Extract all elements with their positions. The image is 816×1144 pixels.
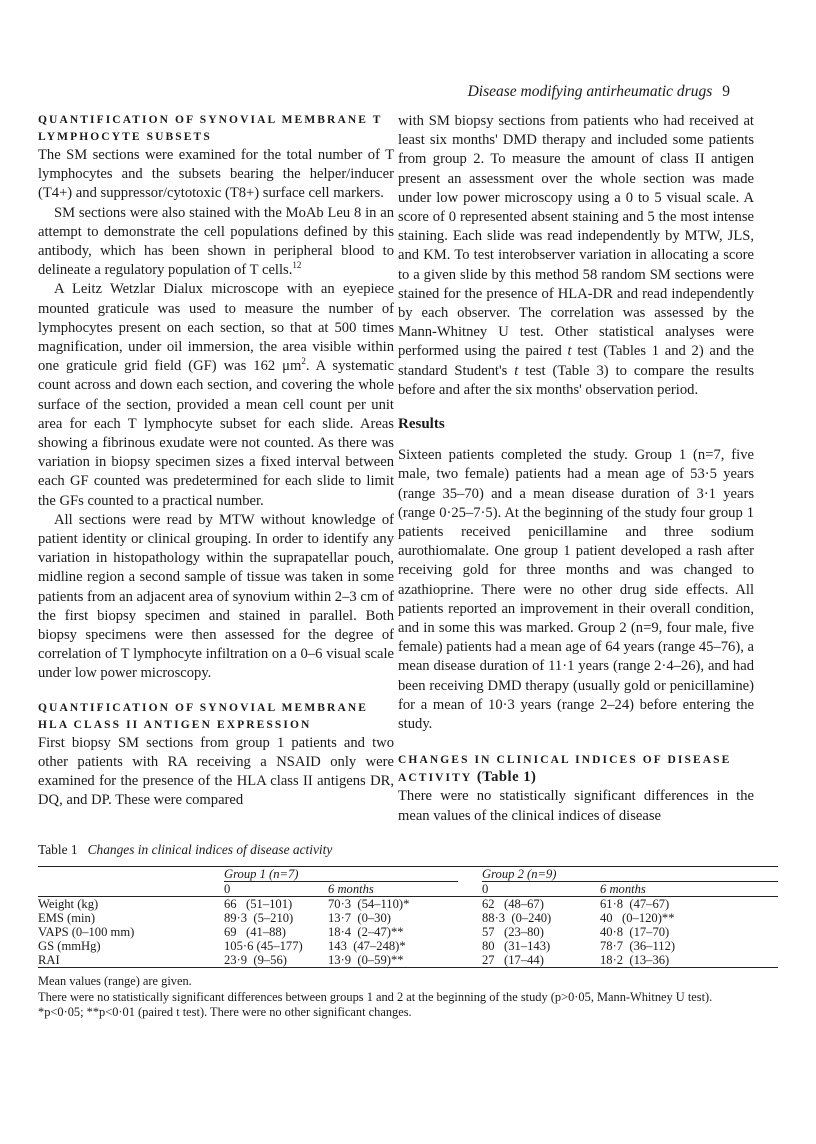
section-heading-hla-class-ii: QUANTIFICATION OF SYNOVIAL MEMBRANE HLA CLASS II ANTIGEN EXPRESSION <box>38 701 369 731</box>
table-cell <box>38 867 224 881</box>
table-row <box>38 939 778 953</box>
table-sub-header-row <box>38 882 778 896</box>
table-notes <box>38 974 778 1021</box>
cell-g1-6: 13·9 (0–59)** <box>328 953 404 967</box>
paragraph-text: test (Table 3) to compare the results before and after the six months' observation period. <box>398 362 754 398</box>
cell-g1-0: 69 (41–88) <box>224 925 286 939</box>
table-1-data <box>38 867 778 967</box>
paragraph: Sixteen patients completed the study. Group 1 (n=7, five male, two female) patients had a mean age of 53·5 years (range 35–70) and a mean disease duration of 3·1 years (range 0·25–7·5). At the beginning of the study four group 1 patients received penicillamine and three sodium aurothiomalate. One group 1 patient developed a rash after receiving gold for three months and was changed to azathioprine. There were no other drug side effects. All patients reported an improvement in their overall condition, and in some this was marked. Group 2 (n=9, four male, five female) patients had a mean age of 64 years (range 45–76), a mean disease duration of 11·1 years (range 2·4–26), and had been receiving DMD therapy (usually gold or penicillamine) for a mean of 10·3 years (range 2–24) before entering the study. <box>398 447 754 733</box>
cell-g2-0: 62 (48–67) <box>482 897 544 911</box>
paragraph-text: . A systematic count across and down each section, and covering the whole surface of the section, provided a mean cell count per unit area for each T lymphocyte subset for each slide. Areas showing a fibrinous exudate were not counted. As there was variation in biopsy specimen sizes a fixed interval between each GF counted was predetermined for each slide to limit the GFs counted to a practical number. <box>38 358 394 509</box>
cell-g2-6: 18·2 (13–36) <box>600 953 670 967</box>
cell-g1-0: 89·3 (5–210) <box>224 911 294 925</box>
reference-superscript: 12 <box>292 260 302 271</box>
paragraph: All sections were read by MTW without knowledge of patient identity or clinical grouping. In order to identify any variation in histopathology within the suprapatellar pouch, midline region a second sample of tissue was taken in some patients from an adjacent area of synovium within 2–3 cm of the first biopsy specimen and stained in parallel. Both biopsy specimens were then assessed for the degree of correlation of T lymphocyte infiltration on a 0–6 visual scale under low power microscopy. <box>38 511 394 682</box>
table-note: Mean values (range) are given. <box>38 974 192 988</box>
g2-6months-header: 6 months <box>600 882 646 896</box>
group-1-header: Group 1 (n=7) <box>224 867 299 881</box>
paragraph: First biopsy SM sections from group 1 patients and two other patients with RA receiving a NSAID only were examined for the presence of the HLA class II antigens DR, DQ, and DP. These were compared <box>38 734 394 809</box>
page-number: 9 <box>722 83 730 100</box>
table-caption <box>38 842 778 858</box>
row-label: Weight (kg) <box>38 897 99 911</box>
g1-baseline-header: 0 <box>224 882 231 896</box>
paragraph <box>398 112 754 400</box>
cell-g2-6: 40 (0–120)** <box>600 911 675 925</box>
table-bottom-rule <box>38 967 778 968</box>
table-row <box>38 953 778 967</box>
italic-t: t <box>567 343 572 360</box>
right-column <box>398 112 754 826</box>
table-reference: (Table 1) <box>476 769 537 786</box>
row-label: RAI <box>38 953 60 967</box>
table-note: There were no statistically significant differences between groups 1 and 2 at the beginning of the study (p>0·05, Mann-Whitney U test). <box>38 989 713 1004</box>
cell-g2-6: 78·7 (36–112) <box>600 939 676 953</box>
paragraph <box>38 280 394 510</box>
table-row <box>38 897 778 911</box>
row-label: EMS (min) <box>38 911 96 925</box>
table-title: Changes in clinical indices of disease activity <box>87 842 333 857</box>
cell-g2-0: 27 (17–44) <box>482 953 544 967</box>
italic-t: t <box>514 362 519 379</box>
paragraph-text: A Leitz Wetzlar Dialux microscope with an eyepiece mounted graticule was used to measure the number of lymphocytes present on each section, so that at 500 times magnification, under oil immersion, the area visible within one graticule grid field (GF) was 162 μm <box>38 281 394 375</box>
heading-text: CHANGES IN CLINICAL INDICES OF DISEASE ACTIVITY <box>398 754 732 785</box>
cell-g1-0: 66 (51–101) <box>224 897 293 911</box>
table-note: *p<0·05; **p<0·01 (paired t test). There were no other significant changes. <box>38 1005 412 1019</box>
cell-g1-6: 13·7 (0–30) <box>328 911 391 925</box>
cell-g2-6: 61·8 (47–67) <box>600 897 670 911</box>
cell-g1-0: 105·6 (45–177) <box>224 939 303 953</box>
table-row <box>38 925 778 939</box>
section-heading-t-lymphocyte-subsets: QUANTIFICATION OF SYNOVIAL MEMBRANE T LYMPHOCYTE SUBSETS <box>38 114 383 143</box>
paragraph: The SM sections were examined for the total number of T lymphocytes and the subsets bearing the helper/inducer (T4+) and suppressor/cytotoxic (T8+) surface cell markers. <box>38 147 394 202</box>
row-label: VAPS (0–100 mm) <box>38 925 135 939</box>
table-1 <box>38 842 778 1021</box>
table-label: Table 1 <box>38 842 78 857</box>
cell-g2-6: 40·8 (17–70) <box>600 925 670 939</box>
cell-g1-6: 70·3 (54–110)* <box>328 897 410 911</box>
paragraph-text: SM sections were also stained with the MoAb Leu 8 in an attempt to demonstrate the cell populations defined by this antibody, which has been shown in peripheral blood to delineate a regulatory population of T cells. <box>38 204 394 279</box>
running-head <box>468 83 730 101</box>
cell-g1-6: 143 (47–248)* <box>328 939 406 953</box>
cell-g1-6: 18·4 (2–47)** <box>328 925 404 939</box>
group-2-header: Group 2 (n=9) <box>482 867 557 881</box>
table-row <box>38 911 778 925</box>
cell-g2-0: 88·3 (0–240) <box>482 911 552 925</box>
cell-g1-0: 23·9 (9–56) <box>224 953 287 967</box>
paragraph-text: test (Tables 1 and 2) and the standard Student's <box>398 343 754 379</box>
g2-baseline-header: 0 <box>482 882 489 896</box>
paragraph: There were no statistically significant differences in the mean values of the clinical indices of disease <box>398 788 754 824</box>
cell-g2-0: 80 (31–143) <box>482 939 551 953</box>
unit-superscript: 2 <box>301 356 306 367</box>
row-label: GS (mmHg) <box>38 939 101 953</box>
paragraph-text: with SM biopsy sections from patients who had received at least six months' DMD therapy and included some patients from group 2. To measure the amount of class II antigen present an assessment over the whole section was made under low power microscopy using a 0 to 5 visual scale. A score of 0 represented absent staining and 5 the most intense staining. Each slide was read independently by MTW, JLS, and KM. To test interobserver variation in allocating a score to a given slide by this method 58 random SM sections were stained for the presence of HLA-DR and read independently by each observer. The correlation was assessed by the Mann-Whitney U test. Other statistical analyses were performed using the paired <box>398 113 754 360</box>
cell-g2-0: 57 (23–80) <box>482 925 544 939</box>
g1-6months-header: 6 months <box>328 882 374 896</box>
paragraph <box>38 204 394 281</box>
left-column <box>38 112 394 811</box>
section-heading-clinical-indices <box>398 752 754 787</box>
running-head-title: Disease modifying antirheumatic drugs <box>467 83 713 100</box>
table-cell <box>38 882 224 896</box>
results-heading: Results <box>398 416 445 433</box>
table-group-header-row <box>38 867 778 881</box>
